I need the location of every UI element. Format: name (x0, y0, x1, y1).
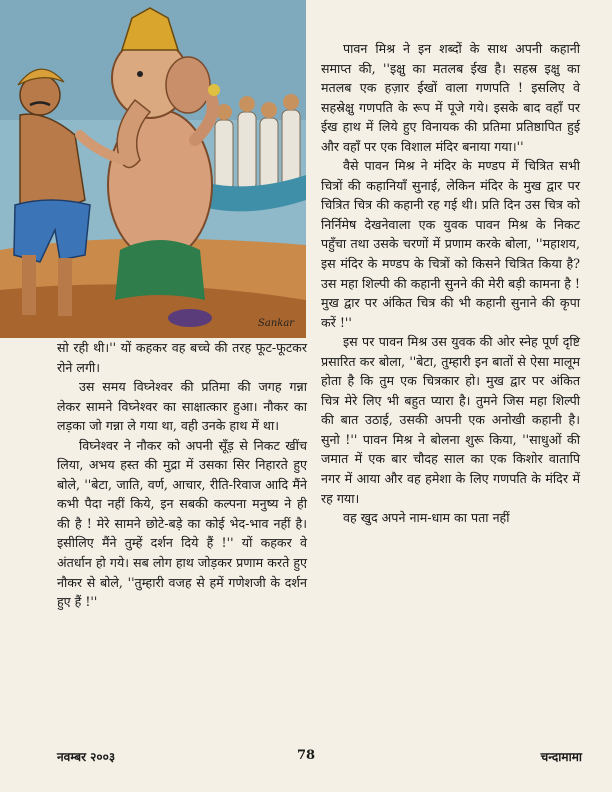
left-paragraph-2: उस समय विघ्नेश्वर की प्रतिमा की जगह गन्ना लेकर सामने विघ्नेश्वर का साक्षात्कार हुआ। नौकर का लड़का जो गन्ना ले गया था, वही उनके हाथ में था। (57, 379, 307, 434)
left-column (57, 338, 307, 612)
footer-issue-date: नवम्बर २००३ (57, 750, 116, 764)
artist-signature: Sankar (258, 318, 295, 329)
right-paragraph-2: वैसे पावन मिश्र ने मंदिर के मण्डप में चित्रित सभी चित्रों की कहानियाँ सुनाई, लेकिन मंदिर के मुख द्वार पर चित्रित चित्र की कहानी रह गई थी। प्रति दिन उस चित्र को निर्निमेष देखनेवाला एक युवक पावन मिश्र के निकट पहुँचा तथा उसके चरणों में प्रणाम करके बोला, ''महाशय, इस मंदिर के मण्डप के चित्रों को किसने चित्रित किया है? उस महा शिल्पी की कहानी सुनने की मेरी बड़ी कामना है ! मुख द्वार पर अंकित चित्र की भी कहानी सुनाने की कृपा करें !'' (321, 158, 580, 330)
right-paragraph-3: इस पर पावन मिश्र उस युवक की ओर स्नेह पूर्ण दृष्टि प्रसारित कर बोला, ''बेटा, तुम्हारी इन बातों से ऐसा मालूम होता है कि तुम एक चित्रकार हो। मुख द्वार पर अंकित चित्र मेरे लिए भी बहुत प्यारा है। तुमने जिस महा शिल्पी की बात उठाई, उसकी अपनी एक अनोखी कहानी है। सुनो !'' पावन मिश्र ने बोलना शुरू किया, ''साधुओं की जमात में एक बार चौदह साल का एक किशोर वातापि नगर में आया और वह हमेशा के लिए गणपति के मंदिर में रह गया। (321, 334, 580, 506)
left-paragraph-3: विघ्नेश्वर ने नौकर को अपनी सूँड़ से निकट खींच लिया, अभय हस्त की मुद्रा में उसका सिर निहारते हुए बोले, ''बेटा, जाति, वर्ण, आचार, रीति-रिवाज आदि मैंने कभी पैदा नहीं किये, इन सबकी कल्पना मनुष्य ने ही की है ! मेरे सामने छोटे-बड़े का कोई भेद-भाव नहीं है। इसीलिए मैंने तुम्हें दर्शन दिये हैं !'' यों कहकर वे अंतर्धान हो गये। सब लोग हाथ जोड़कर प्रणाम करते हुए नौकर से बोले, ''तुम्हारी वजह से हमें गणेशजी के दर्शन हुए हैं !'' (57, 437, 307, 610)
right-column (321, 39, 580, 528)
magazine-name: चन्दामामा (540, 750, 582, 764)
left-paragraph-1: सो रही थी।'' यों कहकर वह बच्चे की तरह फूट-फूटकर रोने लगी। (57, 340, 307, 375)
story-illustration (0, 0, 306, 338)
right-paragraph-1: पावन मिश्र ने इन शब्दों के साथ अपनी कहानी समाप्त की, ''इक्षु का मतलब ईख है। सहस्र इक्षु का मतलब एक हज़ार ईखों वाला गणपति ! इसलिए वे सहस्रेक्षु गणपति के रूप में पूजे गये। इसके बाद वहाँ पर ईख हाथ में लिये हुए विनायक की प्रतिमा प्रतिष्ठापित हुई और वहाँ पर एक विशाल मंदिर बनाया गया।'' (321, 41, 580, 154)
page-number: 78 (296, 748, 316, 763)
right-paragraph-4: वह खुद अपने नाम-धाम का पता नहीं (343, 510, 510, 526)
